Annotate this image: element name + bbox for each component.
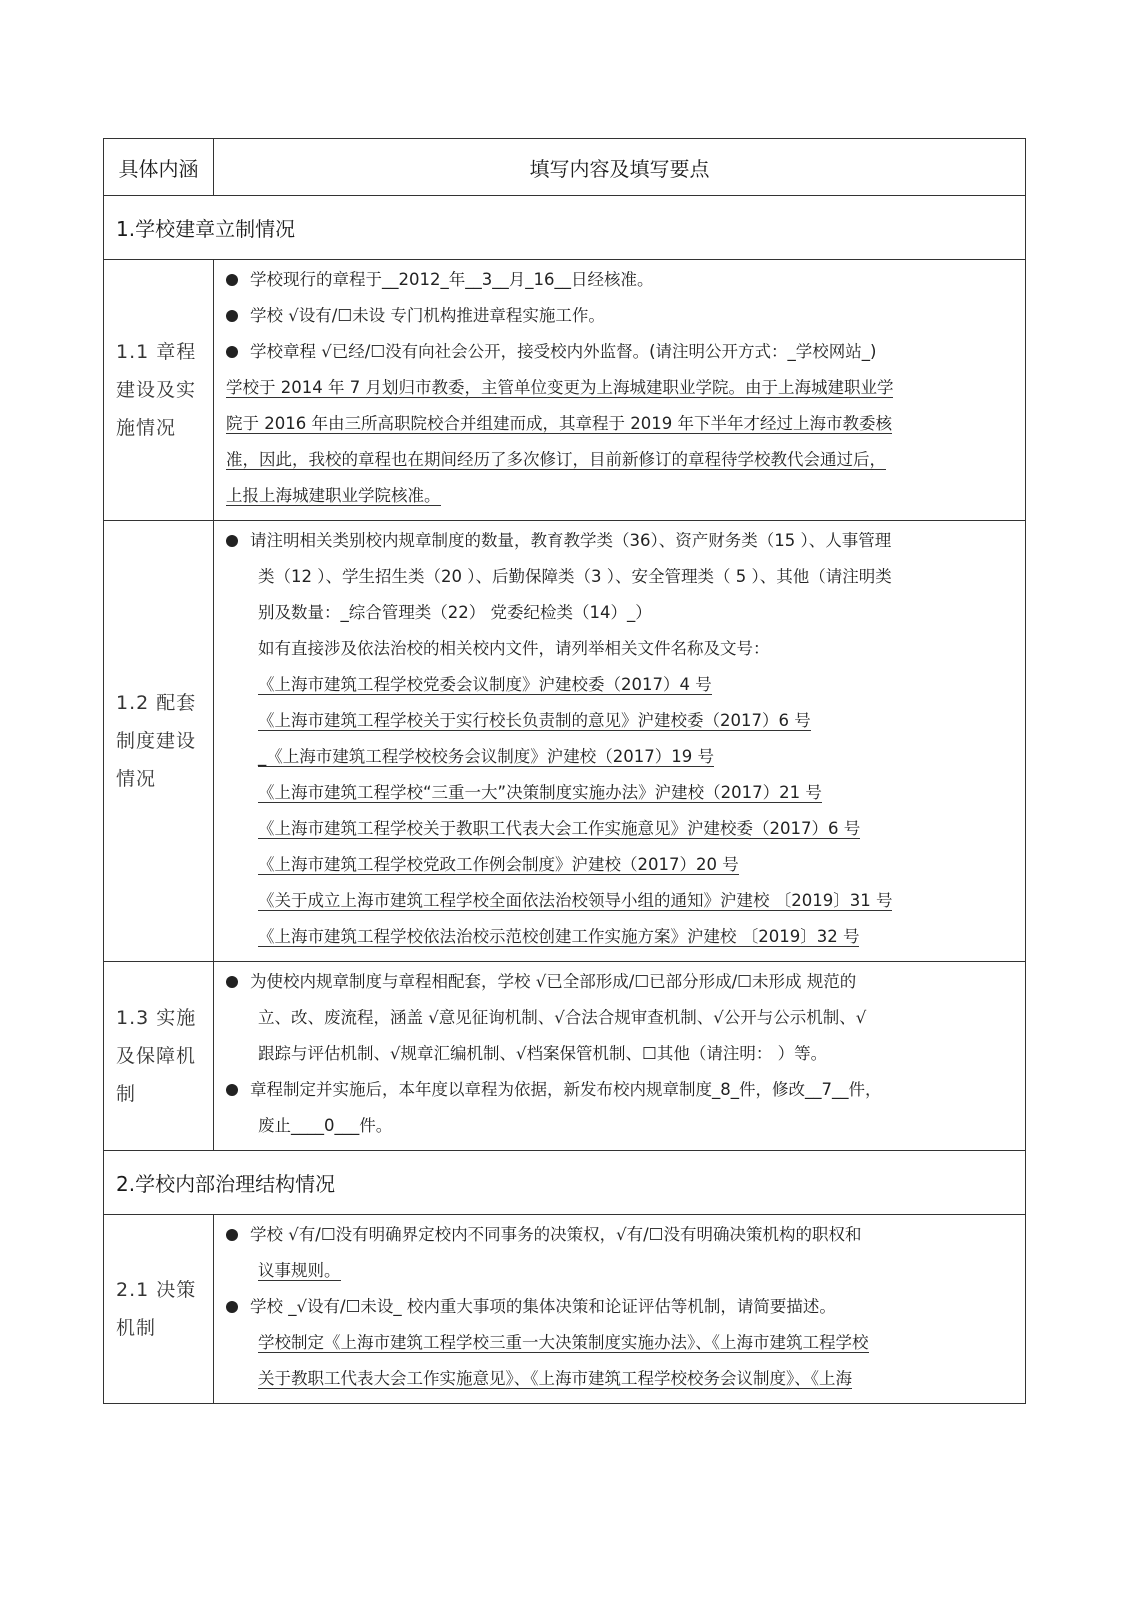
row-2-1	[104, 1215, 1026, 1404]
row-label-line: 施情况	[116, 417, 177, 439]
row-label	[104, 521, 214, 962]
line-text: 学校 √设有/☐未设 专门机构推进章程实施工作。	[250, 306, 605, 325]
line-text: 关于教职工代表大会工作实施意见》、《上海市建筑工程学校校务会议制度》、《上海	[258, 1369, 852, 1388]
bullet-item	[226, 1217, 1017, 1253]
line-text: 《关于成立上海市建筑工程学校全面依法治校领导小组的通知》沪建校 〔2019〕31 号	[258, 891, 893, 910]
text-line	[226, 883, 1017, 919]
line-text: _《上海市建筑工程学校校务会议制度》沪建校（2017）19 号	[258, 747, 714, 766]
text-line	[226, 1036, 1017, 1072]
row-1-1	[104, 260, 1026, 521]
text-line	[226, 1361, 1017, 1397]
bullet-icon	[226, 1084, 238, 1096]
text-line	[226, 1253, 1017, 1289]
row-label-line: 1.1 章程	[116, 341, 197, 363]
text-line	[226, 775, 1017, 811]
line-text: 议事规则。	[258, 1261, 341, 1280]
bullet-icon	[226, 1229, 238, 1241]
text-line	[226, 478, 1017, 514]
line-text: 《上海市建筑工程学校关于实行校长负责制的意见》沪建校委（2017）6 号	[258, 711, 811, 730]
line-text: 章程制定并实施后，本年度以章程为依据，新发布校内规章制度_8_件，修改__7__件，	[250, 1080, 882, 1099]
line-text: 学校 _√设有/☐未设_ 校内重大事项的集体决策和论证评估等机制，请简要描述。	[250, 1297, 836, 1316]
bullet-item	[226, 1289, 1017, 1325]
line-text: 学校现行的章程于__2012_年__3__月_16__日经核准。	[250, 270, 654, 289]
line-text: 为使校内规章制度与章程相配套，学校 √已全部形成/☐已部分形成/☐未形成 规范的	[250, 972, 857, 991]
bullet-item	[226, 262, 1017, 298]
line-text: 跟踪与评估机制、√规章汇编机制、√档案保管机制、☐其他（请注明： ）等。	[258, 1044, 828, 1063]
text-line	[226, 370, 1017, 406]
row-label-line: 机制	[116, 1317, 157, 1339]
bullet-icon	[226, 346, 238, 358]
header-col-meaning: 具体内涵	[104, 139, 214, 196]
line-text: 准，因此，我校的章程也在期间经历了多次修订，目前新修订的章程待学校教代会通过后，	[226, 450, 886, 469]
text-line	[226, 631, 1017, 667]
text-line	[226, 811, 1017, 847]
section-title-2: 2.学校内部治理结构情况	[104, 1151, 1026, 1215]
bullet-item	[226, 964, 1017, 1000]
line-text: 《上海市建筑工程学校“三重一大”决策制度实施办法》沪建校（2017）21 号	[258, 783, 822, 802]
row-label-line: 2.1 决策	[116, 1279, 197, 1301]
line-text: 院于 2016 年由三所高职院校合并组建而成，其章程于 2019 年下半年才经过上海市教委核	[226, 414, 892, 433]
row-1-2	[104, 521, 1026, 962]
text-line	[226, 919, 1017, 955]
line-text: 《上海市建筑工程学校党委会议制度》沪建校委（2017）4 号	[258, 675, 712, 694]
report-form-table	[103, 138, 1026, 1404]
text-line	[226, 1000, 1017, 1036]
row-content	[214, 1215, 1026, 1404]
row-label-line: 及保障机	[116, 1045, 197, 1067]
line-text: 《上海市建筑工程学校党政工作例会制度》沪建校（2017）20 号	[258, 855, 739, 874]
row-1-3	[104, 962, 1026, 1151]
line-text: 别及数量：_综合管理类（22） 党委纪检类（14）_）	[258, 603, 652, 622]
row-content	[214, 260, 1026, 521]
text-line	[226, 739, 1017, 775]
text-line	[226, 442, 1017, 478]
bullet-icon	[226, 976, 238, 988]
row-label-line: 制度建设	[116, 730, 197, 752]
row-label-line: 1.3 实施	[116, 1007, 197, 1029]
line-text: 废止____0___件。	[258, 1116, 393, 1135]
table-header-row	[104, 139, 1026, 196]
row-label-line: 情况	[116, 768, 157, 790]
line-text: 如有直接涉及依法治校的相关校内文件，请列举相关文件名称及文号：	[258, 639, 770, 658]
header-col-content: 填写内容及填写要点	[214, 139, 1026, 196]
bullet-item	[226, 523, 1017, 559]
row-label-line: 1.2 配套	[116, 692, 197, 714]
bullet-icon	[226, 274, 238, 286]
section-row-2	[104, 1151, 1026, 1215]
line-text: 请注明相关类别校内规章制度的数量，教育教学类（36）、资产财务类（15 ）、人事管理	[250, 531, 892, 550]
line-text: 上报上海城建职业学院核准。	[226, 486, 441, 505]
section-title-1: 1.学校建章立制情况	[104, 196, 1026, 260]
text-line	[226, 1325, 1017, 1361]
text-line	[226, 559, 1017, 595]
row-label	[104, 1215, 214, 1404]
bullet-icon	[226, 1301, 238, 1313]
text-line	[226, 667, 1017, 703]
text-line	[226, 847, 1017, 883]
text-line	[226, 703, 1017, 739]
row-label-line: 建设及实	[116, 379, 197, 401]
text-line	[226, 406, 1017, 442]
line-text: 《上海市建筑工程学校依法治校示范校创建工作实施方案》沪建校 〔2019〕32 号	[258, 927, 860, 946]
line-text: 类（12 ）、学生招生类（20 ）、后勤保障类（3 ）、安全管理类（ 5 ）、其他（请注明类	[258, 567, 892, 586]
bullet-icon	[226, 310, 238, 322]
text-line	[226, 1108, 1017, 1144]
bullet-item	[226, 298, 1017, 334]
row-label	[104, 260, 214, 521]
bullet-item	[226, 1072, 1017, 1108]
row-content	[214, 521, 1026, 962]
line-text: 学校制定《上海市建筑工程学校三重一大决策制度实施办法》、《上海市建筑工程学校	[258, 1333, 869, 1352]
text-line	[226, 595, 1017, 631]
line-text: 学校章程 √已经/☐没有向社会公开，接受校内外监督。(请注明公开方式：_学校网站_)	[250, 342, 877, 361]
line-text: 学校 √有/☐没有明确界定校内不同事务的决策权，√有/☐没有明确决策机构的职权和	[250, 1225, 862, 1244]
bullet-icon	[226, 535, 238, 547]
line-text: 学校于 2014 年 7 月划归市教委，主管单位变更为上海城建职业学院。由于上海城建职业学	[226, 378, 894, 397]
row-content	[214, 962, 1026, 1151]
line-text: 立、改、废流程，涵盖 √意见征询机制、√合法合规审查机制、√公开与公示机制、√	[258, 1008, 867, 1027]
section-row-1	[104, 196, 1026, 260]
bullet-item	[226, 334, 1017, 370]
row-label-line: 制	[116, 1083, 137, 1105]
row-label	[104, 962, 214, 1151]
line-text: 《上海市建筑工程学校关于教职工代表大会工作实施意见》沪建校委（2017）6 号	[258, 819, 861, 838]
